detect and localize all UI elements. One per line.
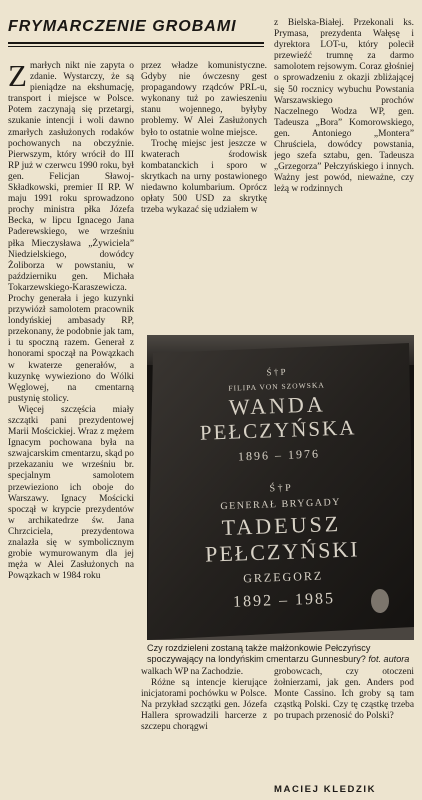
paragraph-places: Trochę miejsc jest jeszcze w kwaterach środowisk kombatanckich i sporo w skrytkach na urny postawionego niedawno kolumbarium. Oprócz opłaty 500 USD za skrytkę trzeba wykazać się udziałem w bbox=[141, 138, 267, 216]
title-rule bbox=[8, 42, 264, 44]
stone-line-5: 1896 – 1976 bbox=[237, 446, 321, 464]
drop-cap: Z bbox=[8, 61, 27, 93]
stone-line-1: Ś † P bbox=[266, 366, 286, 378]
column-3-bottom bbox=[274, 667, 414, 785]
stone-line-8: TADEUSZ bbox=[221, 510, 342, 541]
photo-caption bbox=[147, 643, 414, 665]
column-1 bbox=[8, 61, 134, 796]
stone-line-10: GRZEGORZ bbox=[242, 568, 324, 586]
tombstone-illustration bbox=[147, 335, 414, 640]
paragraph-continuation: przez władze komunistyczne. Gdyby nie ówczesny gest propagandowy rządców PRL-u, wykonany tuż po zawieszeniu stanu wojennego, byłyby problemy. W Alei Zasłużonych było to ostatnie wolne miejsce. bbox=[141, 61, 267, 138]
vase-ornament bbox=[371, 589, 389, 613]
article-title: FRYMARCZENIE GROBAMI bbox=[8, 18, 237, 35]
tombstone-photo bbox=[147, 335, 414, 640]
article-header bbox=[8, 18, 264, 54]
paragraph-west: walkach WP na Zachodzie. bbox=[141, 667, 244, 677]
paragraph-intentions: Różne są intencje kierujące inicjatorami pochówku w Polsce. Na przykład szczątki gen. Józefa Hallera sprowadzili harcerze z szczepu chorągwi bbox=[141, 678, 267, 733]
caption-text: Czy rozdzieleni zostaną także małżonkowie Pełczyńscy spoczywający na londyńskim cmentarzu Gunnesbury? bbox=[147, 643, 371, 664]
photo-credit: fot. autora bbox=[368, 654, 410, 664]
stone-line-2: FILIPA VON SZOWSKA bbox=[228, 380, 325, 393]
stone-line-7: GENERAŁ BRYGADY bbox=[220, 496, 342, 513]
paragraph-intro bbox=[8, 61, 134, 405]
column-2-top bbox=[141, 61, 267, 331]
stone-line-6: Ś † P bbox=[269, 482, 291, 495]
paragraph-haller-continued: z Bielska-Białej. Przekonali ks. Prymasa, prezydenta Wałęsę i dyrektora LOT-u, który polecił przewieźć trumnę za darmo samolotem rejsowym. Coraz głośniej o sprowadzeniu z okazji zbliżającej się 50 rocznicy wybuchu Powstania Warszawskiego prochów Naczelnego Wodza WP, gen. Tadeusza „Bora” Komorowskiego, gen. Antoniego „Montera” Chruściela, dowódcy powstania, jego szefa sztabu, gen. Tadeusza „Grzegorza” Pełczyńskiego i innych. Ważny jest powód, nieważne, czy leżą w rodzinnych bbox=[274, 18, 414, 195]
stone-line-11: 1892 – 1985 bbox=[232, 590, 336, 611]
paragraph-closing: grobowcach, czy otoczeni żołnierzami, jak gen. Anders pod Monte Cassino. Ich groby są tam cząstką Polski. Czy tę cząstkę trzeba po trupach przenosić do Polski? bbox=[274, 667, 414, 722]
paragraph-intro-text: marłych nikt nie zapyta o zdanie. Wystarczy, że są pieniądze na ekshumację, transport i miejsce w Polsce. Potem zaczynają się przetargi, szukanie intencji i woli dawno zmarłych zasłużonych rodaków pochowanych na obczyźnie. Pierwszym, który wrócił do III RP już w czerwcu 1990 roku, był gen. Felicjan Sławoj-Składkowski, premier II RP. W maju 1991 roku sprowadzono prochy ministra płka Józefa Becka, w lipcu Ignacego Jana Paderewskiego, we wrześniu płka Mieczysława „Żywiciela” Niedzielskiego, dowódcy Żoliborza w powstaniu, w październiku gen. Michała Tokarzewskiego-Karaszewicza. Prochy generała i jego kuzynki przywiózł samolotem pracownik londyńskiej ambasady RP, przekonany, że podobnie jak tam, i tu spoczną razem. Generał z honorami spoczął na Powązkach w kwaterze generałów, a kuzynkę wywieziono do Wólki Węglowej, na cmentarną pustynię stolicy. bbox=[8, 61, 134, 404]
paragraph-moscicka: Więcej szczęścia miały szczątki pani prezydentowej Marii Mościckiej. Wraz z mężem Ignacym pochowana była na szwajcarskim cmentarzu, skąd po przekazaniu we wrześniu br. specjalnym samolotem przewieziono ich oboje do Warszawy. Ignacy Mościcki spoczął w krypcie prezydentów w archikatedrze św. Jana Chrzciciela, prezydentowa znalazła się w symbolicznym grobie wymurowanym dla jej męża w Alei Zasłużonych na Powązkach w 1984 roku bbox=[8, 404, 134, 582]
column-3-top bbox=[274, 18, 414, 318]
stone-line-3: WANDA bbox=[228, 391, 327, 420]
column-2-bottom bbox=[141, 667, 267, 796]
stone-line-4: PEŁCZYŃSKA bbox=[199, 415, 357, 445]
stone-line-9: PEŁCZYŃSKI bbox=[204, 536, 360, 567]
title-rule-thin bbox=[8, 46, 264, 47]
author-byline: MACIEJ KLEDZIK bbox=[274, 784, 377, 795]
